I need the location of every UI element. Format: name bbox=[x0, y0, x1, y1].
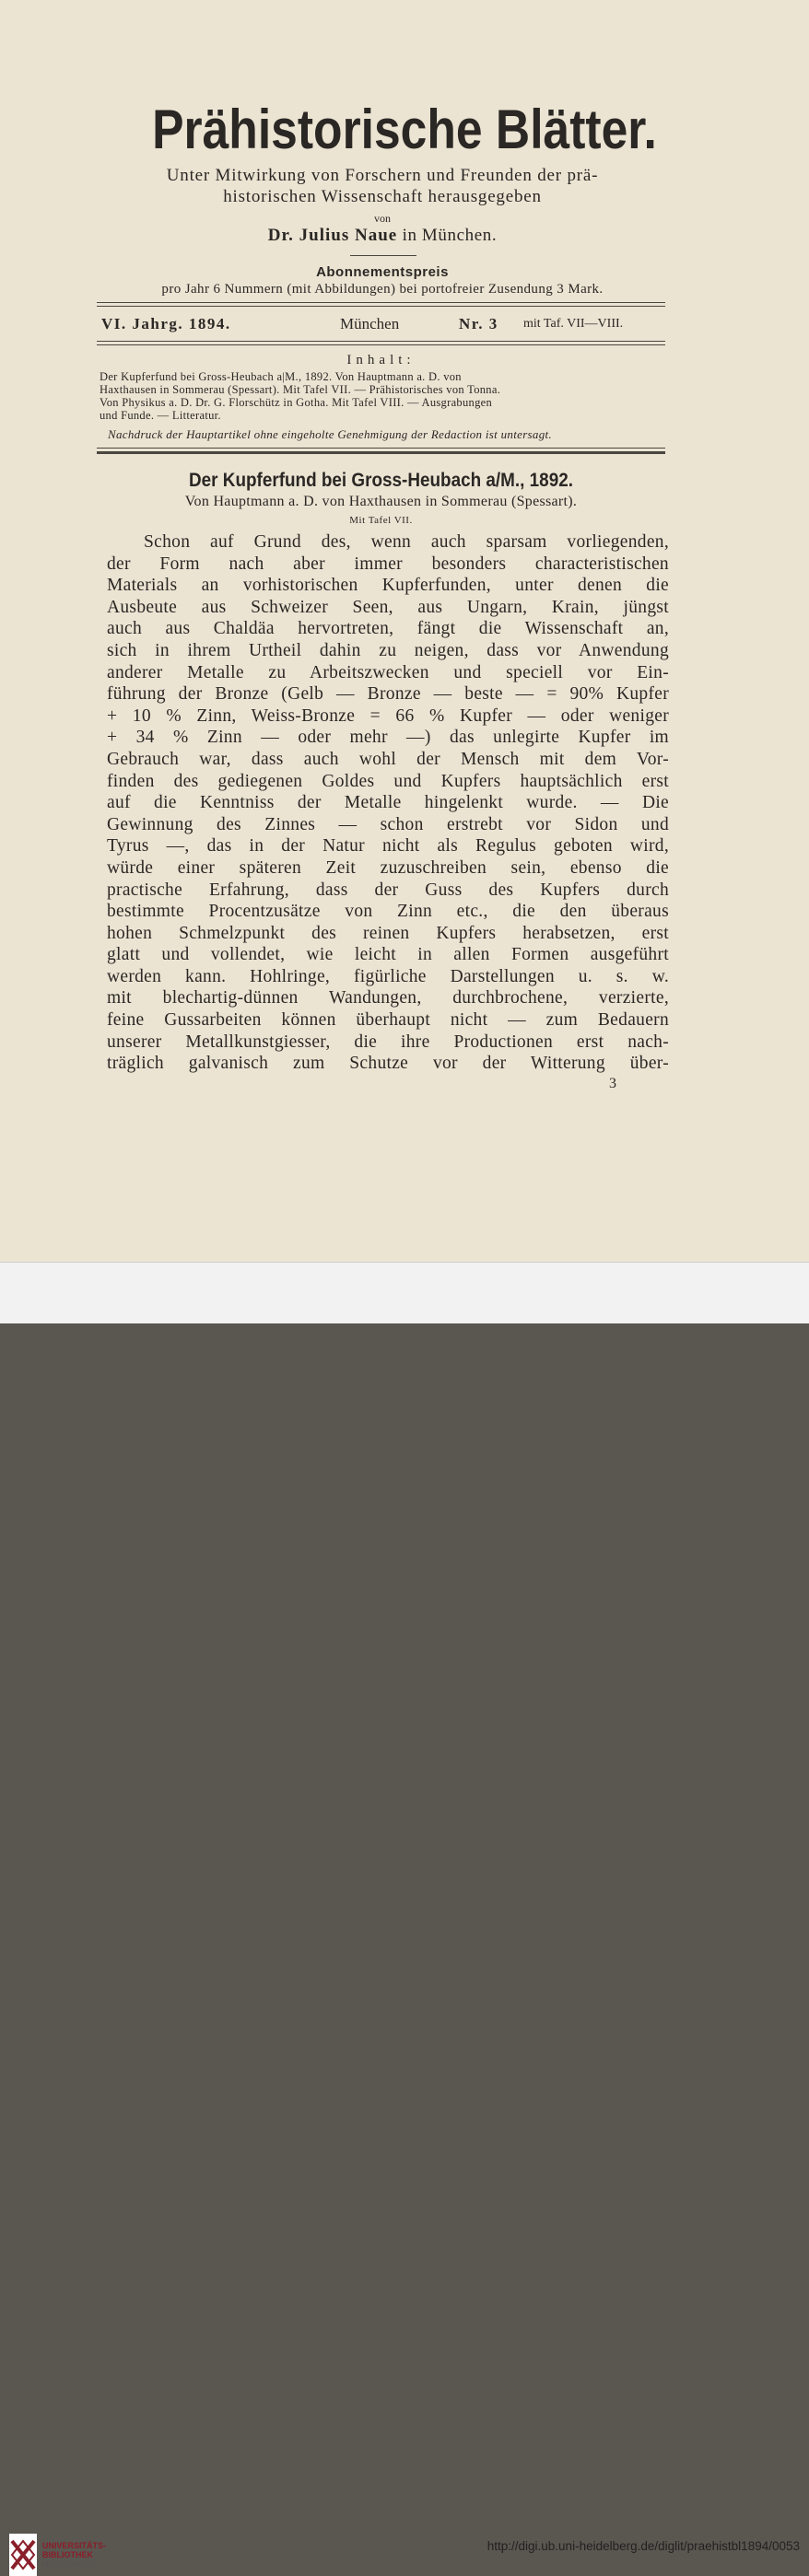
body-line: der Form nach aber immer besonders characteristischen bbox=[107, 554, 669, 574]
contents-line: Haxthausen in Sommerau (Spessart). Mit Tafel VII. — Prähistorisches von Tonna. bbox=[100, 383, 501, 396]
article-title: Der Kupferfund bei Gross-Heubach a/M., 1892. bbox=[189, 470, 573, 491]
issue-plates: mit Taf. VII—VIII. bbox=[523, 317, 624, 331]
viewer-footer bbox=[0, 1262, 809, 2569]
rule-top-2 bbox=[97, 306, 665, 307]
rule-mid-1 bbox=[97, 341, 665, 342]
editor-place: in München. bbox=[397, 226, 498, 245]
rule-bottom-1 bbox=[97, 448, 665, 449]
library-name: UNIVERSITÄTS- BIBLIOTHEK HEIDELBERG bbox=[42, 2541, 107, 2569]
journal-title: Prähistorische Blätter. bbox=[152, 99, 657, 160]
issue-year: VI. Jahrg. 1894. bbox=[101, 315, 231, 332]
issue-city: München bbox=[340, 315, 400, 332]
contents-line: Von Physikus a. D. Dr. G. Florschütz in Gotha. Mit Tafel VIII. — Ausgrabungen bbox=[100, 396, 493, 409]
page-number: 3 bbox=[609, 1076, 616, 1091]
rule-mid-2 bbox=[97, 344, 665, 345]
body-line: finden des gediegenen Goldes und Kupfers hauptsächlich erst bbox=[107, 771, 669, 791]
issue-number: Nr. 3 bbox=[459, 315, 498, 332]
body-line: Gebrauch war, dass auch wohl der Mensch mit dem Vor- bbox=[107, 749, 669, 769]
body-line: bestimmte Procentzusätze von Zinn etc., die den überaus bbox=[107, 902, 669, 922]
short-rule bbox=[350, 255, 416, 256]
contents-line: und Funde. — Litteratur. bbox=[100, 409, 221, 422]
body-line: anderer Metalle zu Arbeitszwecken und speciell vor Ein- bbox=[107, 662, 669, 682]
article-plate: Mit Tafel VII. bbox=[349, 515, 413, 526]
contents-heading: Inhalt: bbox=[346, 353, 416, 367]
body-line: Materials an vorhistorischen Kupferfunden, unter denen die bbox=[107, 576, 669, 596]
editor-name: Dr. Julius Naue bbox=[267, 226, 398, 245]
body-line: würde einer späteren Zeit zuzuschreiben sein, ebenso die bbox=[107, 857, 669, 878]
body-line: auf die Kenntniss der Metalle hingelenkt wurde. — Die bbox=[107, 793, 669, 813]
body-line: auch aus Chaldäa hervortreten, fängt die Wissenschaft an, bbox=[107, 619, 669, 639]
body-line: Gewinnung des Zinnes — schon erstrebt vor Sidon und bbox=[107, 814, 669, 834]
body-line: sich in ihrem Urtheil dahin zu neigen, dass vor Anwendung bbox=[107, 640, 669, 660]
body-line: + 10 % Zinn, Weiss-Bronze = 66 % Kupfer — oder weniger bbox=[107, 705, 669, 726]
body-line: träglich galvanisch zum Schutze vor der Witterung über- bbox=[107, 1054, 669, 1074]
body-line: Ausbeute aus Schweizer Seen, aus Ungarn, Krain, jüngst bbox=[107, 597, 669, 617]
subtitle-line-2: historischen Wissenschaft herausgegeben bbox=[223, 187, 542, 206]
body-line: hohen Schmelzpunkt des reinen Kupfers herabsetzen, erst bbox=[107, 923, 669, 943]
body-line: führung der Bronze (Gelb — Bronze — beste — = 90% Kupfer bbox=[107, 684, 669, 705]
body-line: unserer Metallkunstgiesser, die ihre Productionen erst nach- bbox=[107, 1032, 669, 1052]
scanned-page bbox=[0, 0, 809, 1262]
body-line: feine Gussarbeiten können überhaupt nicht — zum Bedauern bbox=[107, 1010, 669, 1031]
body-line: + 34 % Zinn — oder mehr —) das unlegirte Kupfer im bbox=[107, 728, 669, 748]
contents-line: Der Kupferfund bei Gross-Heubach a|M., 1892. Von Hauptmann a. D. von bbox=[100, 370, 462, 383]
permalink-url[interactable]: http://digi.ub.uni-heidelberg.de/diglit/praehistbl1894/0053 bbox=[487, 2539, 800, 2553]
rule-top-1 bbox=[97, 302, 665, 303]
subscription-heading: Abonnementspreis bbox=[316, 264, 449, 280]
body-line: Tyrus —, das in der Natur nicht als Regulus geboten wird, bbox=[107, 836, 669, 857]
body-line: mit blechartig-dünnen Wandungen, durchbrochene, verzierte, bbox=[107, 988, 669, 1008]
reprint-notice: Nachdruck der Hauptartikel ohne eingeholte Genehmigung der Redaction ist untersagt. bbox=[108, 427, 552, 441]
library-logo-icon bbox=[9, 2534, 37, 2576]
body-line: Schon auf Grund des, wenn auch sparsam vorliegenden, bbox=[144, 532, 669, 552]
body-line: glatt und vollendet, wie leicht in allen Formen ausgeführt bbox=[107, 945, 669, 965]
subscription-text: pro Jahr 6 Nummern (mit Abbildungen) bei portofreier Zusendung 3 Mark. bbox=[161, 282, 604, 297]
article-body bbox=[107, 531, 669, 1075]
article-byline: Von Hauptmann a. D. von Haxthausen in Sommerau (Spessart). bbox=[184, 494, 578, 509]
editor-line bbox=[97, 226, 668, 246]
rule-bottom-2 bbox=[97, 451, 665, 454]
body-line: werden kann. Hohlringe, figürliche Darstellungen u. s. w. bbox=[107, 966, 669, 986]
subtitle-line-1: Unter Mitwirkung von Forschern und Freunden der prä- bbox=[166, 166, 599, 185]
body-line: practische Erfahrung, dass der Guss des Kupfers durch bbox=[107, 880, 669, 900]
von-label: von bbox=[374, 212, 391, 225]
